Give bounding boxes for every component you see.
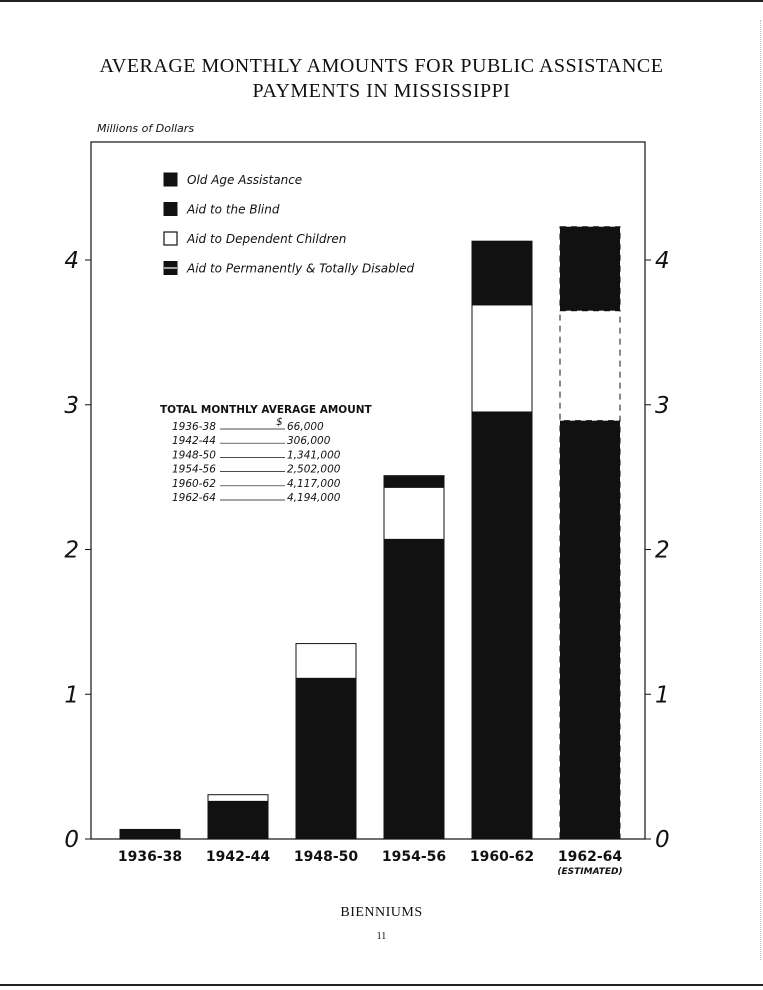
totals-row-period: 1960-62 — [172, 477, 216, 490]
bars — [120, 227, 620, 839]
totals-row-amount: 4,194,000 — [287, 492, 341, 504]
y-axis-unit-label: Millions of Dollars — [97, 122, 195, 135]
chart-title-line-2: PAYMENTS IN MISSISSIPPI — [252, 80, 511, 102]
legend-swatch-solid — [164, 173, 177, 186]
bar-1936-38-old-age-assistance — [120, 829, 180, 839]
chart-title-line-1: AVERAGE MONTHLY AMOUNTS FOR PUBLIC ASSISTANCE — [99, 55, 664, 77]
totals-row-amount: 306,000 — [287, 435, 331, 448]
bar-1948-50-old-age-assistance — [296, 678, 356, 839]
bar-1962-64-aid-to-permanently-totally-disabled — [560, 227, 620, 311]
totals-row-period: 1954-56 — [172, 463, 216, 476]
legend-label: Old Age Assistance — [187, 173, 303, 187]
legend-label: Aid to Permanently & Totally Disabled — [187, 261, 415, 276]
legend-item — [164, 203, 280, 217]
totals-row-amount: 66,000 — [287, 421, 324, 433]
bar-1960-62-old-age-assistance — [472, 412, 532, 839]
x-tick-note: (ESTIMATED) — [557, 867, 623, 877]
legend-item — [164, 232, 346, 246]
x-tick-label-1962-64: 1962-64 — [557, 849, 623, 865]
totals-row-amount: 1,341,000 — [287, 449, 341, 462]
y-tick-label-left: 2 — [64, 537, 79, 564]
totals-row-period: 1936-38 — [172, 421, 216, 433]
y-tick-label-right: 3 — [655, 392, 670, 419]
totals-row-amount: 4,117,000 — [287, 477, 341, 490]
y-tick-label-left: 4 — [64, 248, 79, 274]
x-tick-label-1954-56: 1954-56 — [381, 849, 447, 865]
bar-1942-44-old-age-assistance — [208, 801, 268, 839]
bar-1954-56-old-age-assistance — [384, 539, 444, 839]
bar-1962-64-aid-to-dependent-children — [560, 311, 620, 421]
totals-currency-symbol: $ — [276, 416, 283, 428]
legend-swatch-open — [164, 232, 177, 245]
totals-row-period: 1948-50 — [172, 449, 216, 462]
x-tick-label-1942-44: 1942-44 — [205, 849, 271, 865]
legend-label: Aid to Dependent Children — [187, 232, 347, 246]
y-tick-label-right: 4 — [655, 248, 670, 274]
y-tick-label-left: 1 — [64, 682, 79, 709]
x-axis-label: BIENNIUMS — [340, 905, 423, 920]
x-axis-categories — [118, 849, 623, 877]
totals-row-period: 1962-64 — [172, 492, 216, 504]
totals-table — [160, 404, 373, 504]
legend-item — [164, 173, 302, 187]
bar-1954-56-aid-to-dependent-children — [384, 487, 444, 539]
page-number: 11 — [376, 931, 387, 942]
y-tick-label-right: 1 — [655, 682, 670, 709]
x-tick-label-1960-62: 1960-62 — [469, 849, 535, 865]
legend-label: Aid to the Blind — [187, 202, 280, 217]
legend-swatch-solid — [164, 203, 177, 216]
legend — [164, 173, 414, 276]
bar-1962-64-old-age-assistance — [560, 421, 620, 839]
totals-row-amount: 2,502,000 — [287, 463, 341, 476]
bar-1960-62-aid-to-permanently-totally-disabled — [472, 241, 532, 305]
page-bottom-rule — [0, 984, 763, 986]
bar-1948-50-aid-to-dependent-children — [296, 644, 356, 679]
y-tick-label-right: 2 — [655, 537, 670, 564]
totals-row-period: 1942-44 — [172, 435, 216, 448]
x-tick-label-1936-38: 1936-38 — [117, 849, 183, 865]
y-tick-label-left: 0 — [64, 827, 79, 853]
legend-item — [164, 262, 414, 276]
totals-table-title: TOTAL MONTHLY AVERAGE AMOUNT — [160, 404, 372, 416]
bar-1954-56-aid-to-permanently-totally-disabled — [384, 476, 444, 488]
x-tick-label-1948-50: 1948-50 — [293, 849, 359, 865]
y-tick-label-left: 3 — [64, 392, 79, 419]
bar-1942-44-aid-to-dependent-children — [208, 795, 268, 802]
bar-1960-62-aid-to-dependent-children — [472, 305, 532, 412]
y-tick-label-right: 0 — [655, 827, 670, 853]
